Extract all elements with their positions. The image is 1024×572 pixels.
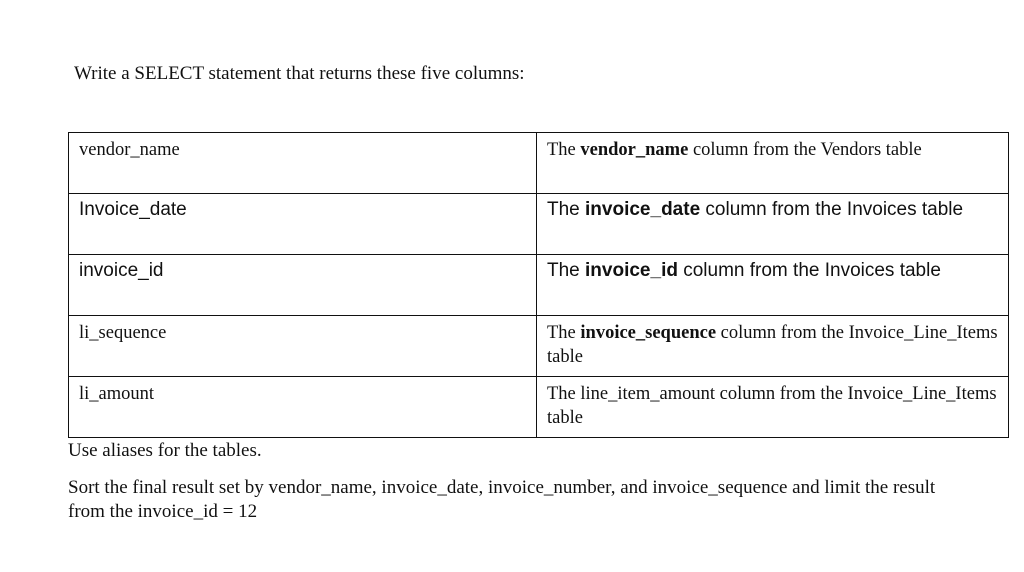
aliases-note: Use aliases for the tables. (68, 440, 262, 461)
table-row (69, 316, 1009, 377)
column-description-cell (537, 194, 1009, 255)
description-text: column from the Invoices table (700, 199, 964, 220)
description-text: The line_item_amount column from the Invoice_Line_Items table (547, 384, 997, 428)
column-description-cell (537, 377, 1009, 438)
description-text: column from the Vendors table (688, 140, 922, 160)
instruction-text: Write a SELECT statement that returns these five columns: (74, 63, 525, 84)
column-name-cell: li_amount (69, 377, 537, 438)
column-description-cell (537, 255, 1009, 316)
column-description-cell (537, 316, 1009, 377)
table-row (69, 194, 1009, 255)
description-bold-term: invoice_id (585, 260, 678, 281)
description-text: The (547, 199, 586, 220)
column-description-cell (537, 133, 1009, 194)
description-bold-term: invoice_date (585, 199, 701, 220)
description-text: The (547, 260, 586, 281)
table-row (69, 377, 1009, 438)
column-name-cell: invoice_id (69, 255, 537, 316)
table-row (69, 255, 1009, 316)
description-text: column from the Invoices table (677, 260, 941, 281)
column-name-cell: Invoice_date (69, 194, 537, 255)
table-row (69, 133, 1009, 194)
description-text: The (547, 323, 581, 343)
description-text: The (547, 140, 581, 160)
column-name-cell: li_sequence (69, 316, 537, 377)
description-text: column from the Invoice_Line_Items table (547, 323, 998, 367)
sort-note: Sort the final result set by vendor_name, invoice_date, invoice_number, and invoice_sequence and limit the result from the invoice_id = 12 (68, 477, 936, 522)
columns-spec-table (68, 132, 1009, 438)
description-bold-term: invoice_sequence (580, 323, 717, 343)
column-name-cell: vendor_name (69, 133, 537, 194)
description-bold-term: vendor_name (580, 140, 689, 160)
